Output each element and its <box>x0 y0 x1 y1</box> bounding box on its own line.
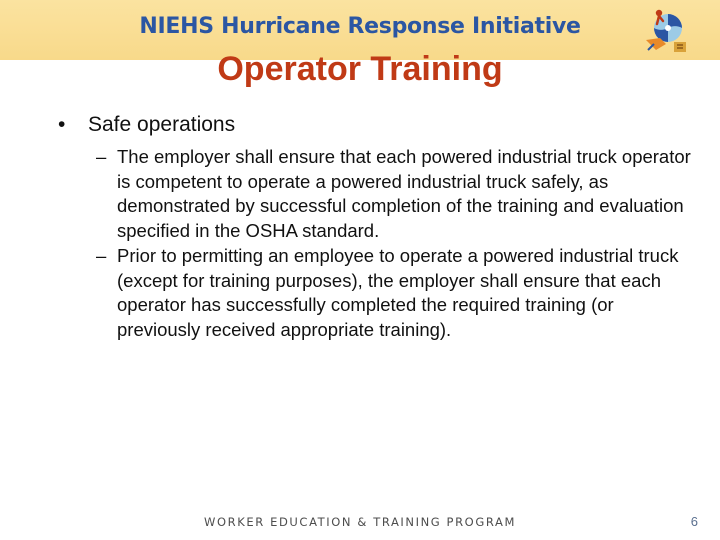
slide-title: Operator Training <box>217 50 503 88</box>
bullet-text: Safe operations <box>88 113 236 136</box>
subpoint-dash: – <box>96 245 107 266</box>
subpoint-dash: – <box>96 146 107 167</box>
subpoint-employer-ensure <box>96 145 696 243</box>
header-title: NIEHS Hurricane Response Initiative <box>139 14 581 39</box>
footer-program: WORKER EDUCATION & TRAINING PROGRAM <box>204 515 516 529</box>
subpoint-prior-to-permitting <box>96 244 696 342</box>
page-number: 6 <box>690 514 698 529</box>
bullet-dot: • <box>58 113 66 136</box>
subpoint-text: Prior to permitting an employee to operate a powered industrial truck (except for training purposes), the employer shall ensure that each operator has successfully completed the required training (or previously received appropriate training). <box>117 245 679 340</box>
subpoint-text: The employer shall ensure that each powered industrial truck operator is competent to operate a powered industrial truck safely, as demonstrated by successful completion of the training and evaluation specified in the OSHA standard. <box>117 146 691 241</box>
